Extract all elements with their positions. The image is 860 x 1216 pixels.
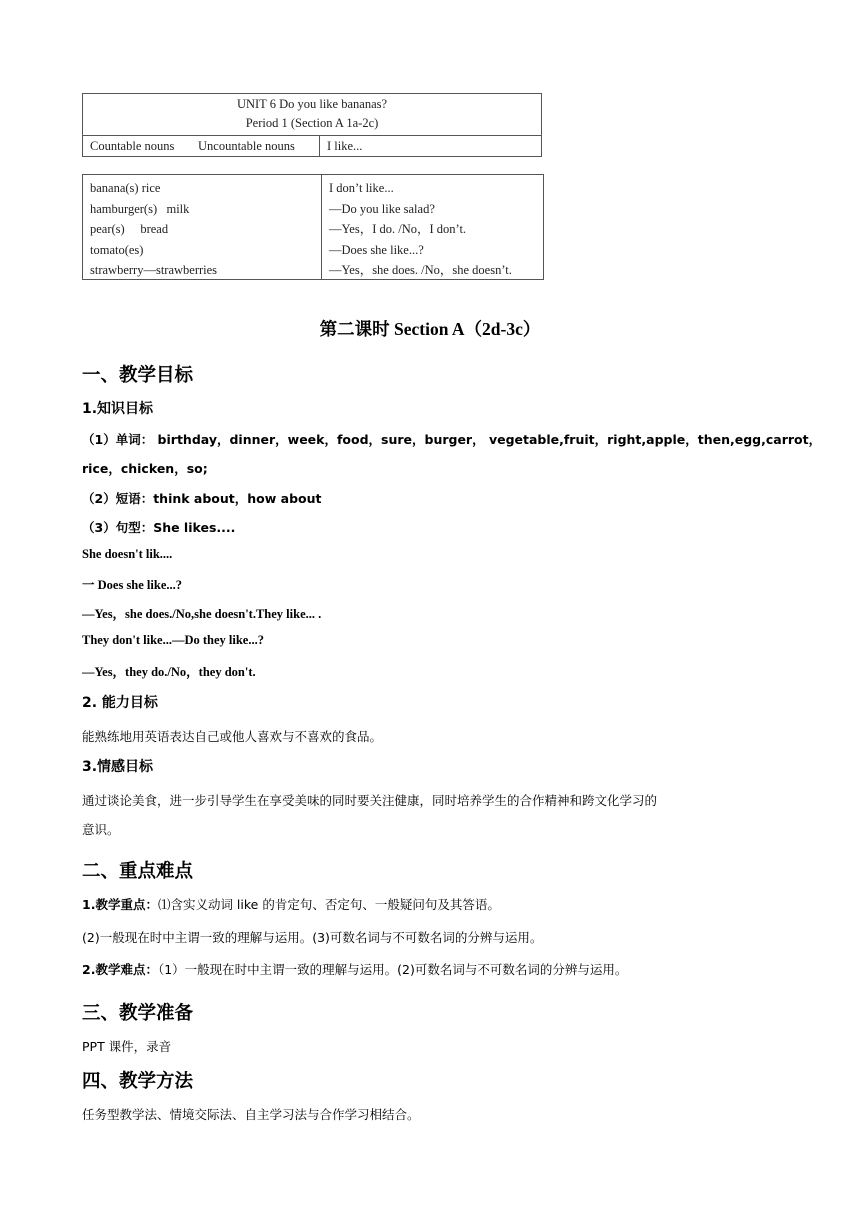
ability-text: 能熟练地用英语表达自己或他人喜欢与不喜欢的食品。: [82, 729, 383, 744]
section-heading-methods: 四、教学方法: [82, 1071, 194, 1092]
subheading-emotion: 3.情感目标: [82, 759, 154, 775]
section-heading-preparation: 三、教学准备: [82, 1003, 194, 1024]
board-sentence-item: —Does she like...?: [329, 242, 424, 257]
subheading-knowledge: 1.知识目标: [82, 401, 154, 417]
board-noun-item: banana(s) rice: [90, 181, 161, 195]
board-design-top: [82, 93, 542, 157]
sentence-pattern: —Yes，she does./No,she doesn't.They like... .: [82, 607, 322, 621]
emotion-text-2: 意识。: [82, 822, 120, 837]
board-noun-item: pear(s) bread: [90, 222, 169, 236]
board-col-countable: Countable nouns: [90, 139, 175, 153]
difficulty-line: [82, 960, 627, 978]
board-column-divider: [321, 175, 322, 279]
difficulty-text: （1）一般现在时中主谓一致的理解与运用。(2)可数名词与不可数名词的分辨与运用。: [157, 962, 628, 977]
board-design-bottom: [82, 174, 544, 280]
board-sentence-list: [329, 178, 512, 281]
board-title: UNIT 6 Do you like bananas?: [236, 97, 388, 111]
key-point-text-2: (2)一般现在时中主谓一致的理解与运用。(3)可数名词与不可数名词的分辨与运用。: [82, 930, 543, 945]
board-noun-item: tomato(es): [90, 242, 144, 257]
preparation-text: PPT 课件，录音: [82, 1039, 172, 1054]
board-sentence-item: —Yes，she does. /No，she doesn’t.: [329, 263, 512, 277]
board-sentence-item: I don’t like...: [329, 181, 394, 195]
sentence-pattern: She doesn't lik....: [82, 547, 173, 561]
difficulty-label: 2.教学难点：: [82, 962, 158, 977]
key-point-label: 1.教学重点：: [82, 897, 158, 912]
key-point-line: [82, 895, 500, 913]
sentence-pattern: —Yes，they do./No，they don't.: [82, 665, 256, 679]
methods-text: 任务型教学法、情境交际法、自主学习法与合作学习相结合。: [82, 1107, 420, 1122]
sentences-line: （3）句型：She likes....: [82, 520, 236, 535]
board-col-uncountable: Uncountable nouns: [198, 139, 295, 153]
phrases-line: （2）短语：think about，how about: [82, 491, 322, 506]
sentence-pattern: 一 Does she like...?: [82, 578, 183, 592]
board-divider: [83, 135, 541, 136]
board-noun-item: hamburger(s) milk: [90, 201, 190, 216]
section-heading-key-points: 二、重点难点: [82, 861, 194, 882]
emotion-text-1: 通过谈论美食，进一步引导学生在享受美味的同时要关注健康，同时培养学生的合作精神和跨文化学习的: [82, 793, 658, 808]
board-subtitle: Period 1 (Section A 1a-2c): [245, 116, 379, 130]
vocab-line-2: rice，chicken，so;: [82, 461, 208, 476]
board-noun-list: [90, 178, 217, 281]
board-col-ilike: I like...: [327, 139, 363, 153]
section-heading-objectives: 一、教学目标: [82, 365, 194, 386]
subheading-ability: 2. 能力目标: [82, 695, 158, 711]
lesson-title: 第二课时 Section A（2d-3c）: [319, 319, 541, 339]
sentence-pattern: They don't like...—Do they like...?: [82, 633, 264, 647]
board-noun-item: strawberry—strawberries: [90, 263, 218, 277]
key-point-text: ⑴含实义动词 like 的肯定句、否定句、一般疑问句及其答语。: [157, 897, 500, 912]
board-sentence-item: —Do you like salad?: [329, 201, 435, 216]
board-sentence-item: —Yes，I do. /No，I don’t.: [329, 222, 467, 236]
vocab-line-1: （1）单词： birthday，dinner，week，food，sure，burger， vegetable,fruit，right,apple，then,egg,carrot，: [82, 432, 822, 447]
board-column-divider: [319, 135, 320, 156]
